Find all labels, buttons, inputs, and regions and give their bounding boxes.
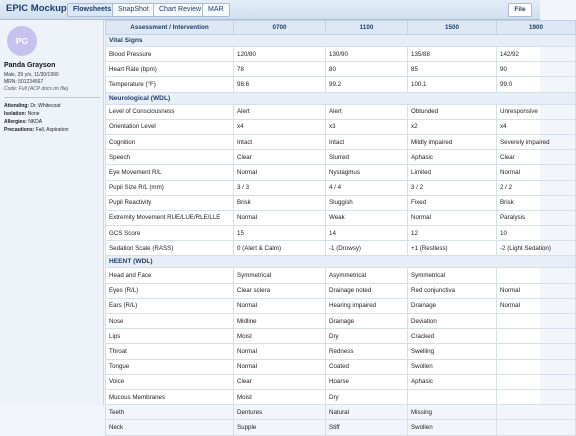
row-label: Head and Face [106, 268, 234, 283]
row-label: GCS Score [106, 226, 234, 241]
value-cell[interactable]: Intact [326, 134, 408, 149]
value-cell[interactable]: 14 [326, 226, 408, 241]
value-cell[interactable]: Brisk [234, 195, 326, 210]
avatar: PG [7, 26, 37, 56]
row-label: Cognition [106, 134, 234, 149]
value-cell[interactable]: Fixed [408, 195, 497, 210]
value-cell[interactable]: Slurred [326, 150, 408, 165]
table-row [106, 344, 576, 359]
value-cell[interactable] [497, 374, 576, 389]
value-cell[interactable]: 120/80 [234, 47, 326, 62]
value-cell[interactable]: Coated [326, 359, 408, 374]
value-cell[interactable] [497, 420, 576, 435]
file-button[interactable]: File [508, 3, 532, 17]
row-label: Eye Movement R/L [106, 165, 234, 180]
value-cell[interactable]: 10 [497, 226, 576, 241]
precautions-info: Precautions: Fall, Aspiration [4, 127, 69, 133]
patient-code-status: Code: Full (ACP docs on file) [4, 86, 69, 92]
table-row [106, 47, 576, 62]
value-cell[interactable]: Swelling [408, 344, 497, 359]
value-cell[interactable]: 98.6 [234, 77, 326, 92]
value-cell[interactable]: Hoarse [326, 374, 408, 389]
value-cell[interactable]: Unresponsive [497, 104, 576, 119]
isolation-info: Isolation: None [4, 111, 40, 117]
row-label: Extremity Movement RUE/LUE/RLE/LLE [106, 210, 234, 225]
row-label: Sedation Scale (RASS) [106, 241, 234, 256]
row-label: Eyes (R/L) [106, 283, 234, 298]
value-cell[interactable] [497, 314, 576, 329]
table-row [106, 226, 576, 241]
value-cell[interactable]: Stiff [326, 420, 408, 435]
patient-name: Panda Grayson [4, 62, 56, 69]
value-cell[interactable]: 78 [234, 62, 326, 77]
value-cell[interactable]: Normal [234, 298, 326, 313]
value-cell[interactable]: 15 [234, 226, 326, 241]
value-cell[interactable]: 3 / 3 [234, 180, 326, 195]
section-header-row[interactable] [106, 256, 576, 268]
table-row [106, 134, 576, 149]
value-cell[interactable]: Clear [497, 150, 576, 165]
value-cell[interactable]: Dry [326, 329, 408, 344]
table-row [106, 420, 576, 435]
table-row [106, 359, 576, 374]
row-label: Mucous Membranes [106, 389, 234, 404]
value-cell[interactable]: x4 [497, 119, 576, 134]
value-cell[interactable]: Brisk [497, 195, 576, 210]
value-cell[interactable] [497, 359, 576, 374]
value-cell[interactable]: Normal [234, 210, 326, 225]
column-header[interactable]: 1500 [408, 21, 497, 35]
value-cell[interactable]: Asymmetrical [326, 268, 408, 283]
column-header: Assessment / Intervention [106, 21, 234, 35]
row-label: Orientation Level [106, 119, 234, 134]
value-cell[interactable]: 142/92 [497, 47, 576, 62]
row-label: Throat [106, 344, 234, 359]
value-cell[interactable]: 85 [408, 62, 497, 77]
table-row [106, 104, 576, 119]
value-cell[interactable]: Redness [326, 344, 408, 359]
value-cell[interactable] [497, 405, 576, 420]
value-cell[interactable]: Hearing impaired [326, 298, 408, 313]
patient-demographics: Male, 29 y/o, 11/30/1990 [4, 72, 59, 78]
table-row [106, 283, 576, 298]
flowsheet-table [105, 20, 576, 436]
value-cell[interactable]: 99.2 [326, 77, 408, 92]
value-cell[interactable]: +1 (Restless) [408, 241, 497, 256]
app-title: EPIC Mockup [6, 3, 67, 14]
value-cell[interactable]: Normal [234, 165, 326, 180]
value-cell[interactable]: -1 (Drowsy) [326, 241, 408, 256]
value-cell[interactable]: Normal [234, 359, 326, 374]
table-row [106, 77, 576, 92]
value-cell[interactable]: Swollen [408, 359, 497, 374]
section-title: HEENT (WDL) [106, 256, 576, 268]
value-cell[interactable]: Supple [234, 420, 326, 435]
table-row [106, 165, 576, 180]
value-cell[interactable] [497, 389, 576, 404]
allergies-info: Allergies: NKDA [4, 119, 43, 125]
value-cell[interactable]: Limited [408, 165, 497, 180]
patient-mrn: MRN: 501234567 [4, 79, 44, 85]
value-cell[interactable]: Dentures [234, 405, 326, 420]
row-label: Pupil Reactivity [106, 195, 234, 210]
value-cell[interactable]: -2 (Light Sedation) [497, 241, 576, 256]
value-cell[interactable] [497, 268, 576, 283]
value-cell[interactable]: Drainage [408, 298, 497, 313]
table-row [106, 298, 576, 313]
value-cell[interactable]: 99.0 [497, 77, 576, 92]
value-cell[interactable]: x2 [408, 119, 497, 134]
value-cell[interactable]: Missing [408, 405, 497, 420]
value-cell[interactable]: Cracked [408, 329, 497, 344]
value-cell[interactable]: Dry [326, 389, 408, 404]
tab-mar[interactable]: MAR [202, 3, 230, 17]
value-cell[interactable]: Moist [234, 389, 326, 404]
row-label: Heart Rate (bpm) [106, 62, 234, 77]
value-cell[interactable]: Aphasic [408, 374, 497, 389]
flowsheet-body [106, 35, 576, 436]
row-label: Ears (R/L) [106, 298, 234, 313]
patient-sidebar [0, 20, 104, 405]
flowsheet-header-row [106, 21, 576, 35]
table-row [106, 210, 576, 225]
table-row [106, 389, 576, 404]
value-cell[interactable]: Clear [234, 374, 326, 389]
row-label: Blood Pressure [106, 47, 234, 62]
row-label: Teeth [106, 405, 234, 420]
column-header[interactable]: 1100 [326, 21, 408, 35]
value-cell[interactable] [497, 329, 576, 344]
table-row [106, 119, 576, 134]
value-cell[interactable]: Normal [234, 344, 326, 359]
section-title: Neurological (WDL) [106, 92, 576, 104]
value-cell[interactable] [408, 389, 497, 404]
row-label: Nose [106, 314, 234, 329]
value-cell[interactable]: 130/90 [326, 47, 408, 62]
sidebar-divider [4, 97, 100, 98]
table-row [106, 405, 576, 420]
row-label: Speech [106, 150, 234, 165]
value-cell[interactable]: x3 [326, 119, 408, 134]
value-cell[interactable]: Clear sclera [234, 283, 326, 298]
table-row [106, 180, 576, 195]
row-label: Neck [106, 420, 234, 435]
value-cell[interactable]: Symmetrical [234, 268, 326, 283]
value-cell[interactable]: Drainage noted [326, 283, 408, 298]
value-cell[interactable]: Alert [234, 104, 326, 119]
value-cell[interactable]: Sluggish [326, 195, 408, 210]
value-cell[interactable]: 135/88 [408, 47, 497, 62]
value-cell[interactable]: Alert [326, 104, 408, 119]
table-row [106, 268, 576, 283]
table-row [106, 329, 576, 344]
value-cell[interactable]: 4 / 4 [326, 180, 408, 195]
value-cell[interactable]: Clear [234, 150, 326, 165]
value-cell[interactable]: Swollen [408, 420, 497, 435]
row-label: Level of Consciousness [106, 104, 234, 119]
value-cell[interactable]: Paralysis [497, 210, 576, 225]
value-cell[interactable]: Moist [234, 329, 326, 344]
row-label: Voice [106, 374, 234, 389]
section-title: Vital Signs [106, 35, 576, 47]
value-cell[interactable]: Normal [497, 165, 576, 180]
table-row [106, 195, 576, 210]
value-cell[interactable]: 2 / 2 [497, 180, 576, 195]
table-row [106, 150, 576, 165]
top-bar [0, 0, 540, 20]
table-row [106, 241, 576, 256]
tab-snapshot[interactable]: SnapShot [112, 3, 155, 17]
value-cell[interactable]: Weak [326, 210, 408, 225]
table-row [106, 62, 576, 77]
value-cell[interactable]: Red conjunctiva [408, 283, 497, 298]
row-label: Temperature (°F) [106, 77, 234, 92]
section-header-row[interactable] [106, 92, 576, 104]
section-header-row[interactable] [106, 35, 576, 47]
value-cell[interactable]: Mildly impaired [408, 134, 497, 149]
table-row [106, 314, 576, 329]
value-cell[interactable]: Drainage [326, 314, 408, 329]
value-cell[interactable]: Intact [234, 134, 326, 149]
column-header[interactable]: 1900 [497, 21, 576, 35]
column-header[interactable]: 0700 [234, 21, 326, 35]
value-cell[interactable]: Symmetrical [408, 268, 497, 283]
value-cell[interactable]: Normal [408, 210, 497, 225]
row-label: Pupil Size R/L (mm) [106, 180, 234, 195]
value-cell[interactable]: Natural [326, 405, 408, 420]
row-label: Tongue [106, 359, 234, 374]
table-row [106, 374, 576, 389]
tab-flowsheets[interactable]: Flowsheets [67, 3, 117, 17]
value-cell[interactable]: 0 (Alert & Calm) [234, 241, 326, 256]
value-cell[interactable]: 80 [326, 62, 408, 77]
value-cell[interactable]: 12 [408, 226, 497, 241]
flowsheet-panel [105, 20, 551, 431]
value-cell[interactable]: x4 [234, 119, 326, 134]
row-label: Lips [106, 329, 234, 344]
value-cell[interactable]: Nystagmus [326, 165, 408, 180]
attending-info: Attending: Dr. Whitecoat [4, 103, 61, 109]
tab-chart-review[interactable]: Chart Review [153, 3, 207, 17]
value-cell[interactable]: Normal [497, 298, 576, 313]
value-cell[interactable]: 3 / 2 [408, 180, 497, 195]
value-cell[interactable]: 90 [497, 62, 576, 77]
value-cell[interactable]: Deviation [408, 314, 497, 329]
value-cell[interactable]: Midline [234, 314, 326, 329]
value-cell[interactable]: 100.1 [408, 77, 497, 92]
value-cell[interactable]: Aphasic [408, 150, 497, 165]
value-cell[interactable]: Obtunded [408, 104, 497, 119]
value-cell[interactable] [497, 344, 576, 359]
value-cell[interactable]: Severely impaired [497, 134, 576, 149]
value-cell[interactable]: Normal [497, 283, 576, 298]
